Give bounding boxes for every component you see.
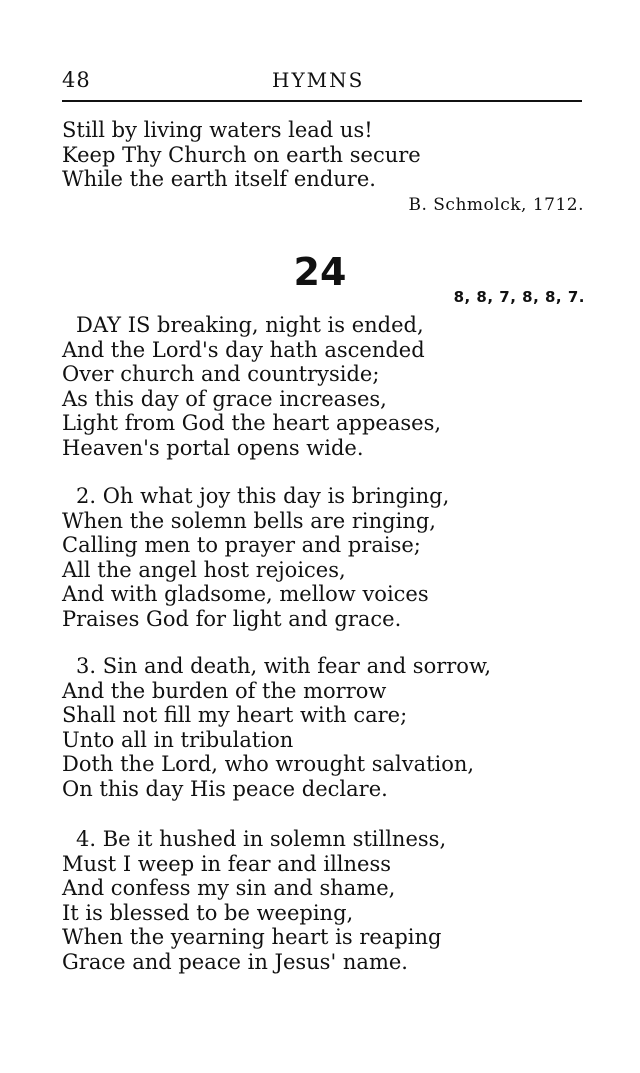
hymn-meter: 8, 8, 7, 8, 8, 7. [453,288,585,306]
verse-line: Over church and countryside; [62,362,380,386]
verse-line: DAY IS breaking, night is ended, [76,313,424,337]
verse-line: Must I weep in fear and illness [62,851,392,876]
verse-line: Still by living waters lead us! [62,118,373,142]
hymn-number: 24 [293,250,347,294]
page-header [62,68,582,98]
verse-line: Calling men to prayer and praise; [62,533,421,557]
verse-line: Keep Thy Church on earth secure [62,142,421,167]
verse-line: And with gladsome, mellow voices [62,582,429,606]
verse-line: Doth the Lord, who wrought salvation, [62,752,475,776]
verse-line: As this day of grace increases, [62,386,387,411]
verse-line: And the Lord's day hath ascended [62,337,425,362]
stanza-2 [62,484,449,631]
verse-line: Unto all in tribulation [62,727,294,752]
verse-line: 4. Be it hushed in solemn stillness, [76,827,447,851]
running-head: HYMNS [272,68,365,92]
verse-line: Light from God the heart appeases, [62,411,442,435]
verse-line: And confess my sin and shame, [62,876,396,900]
verse-line: 3. Sin and death, with fear and sorrow, [76,654,492,678]
stanza-3 [62,654,491,801]
page-number: 48 [62,68,91,92]
previous-hymn-ending [62,118,421,192]
verse-line: Shall not fill my heart with care; [62,703,408,727]
verse-line: While the earth itself endure. [62,167,376,191]
header-rule [62,100,582,102]
verse-line: 2. Oh what joy this day is bringing, [76,484,450,508]
verse-line: All the angel host rejoices, [62,557,346,582]
verse-line: On this day His peace declare. [62,776,388,801]
verse-line: When the solemn bells are ringing, [62,508,436,533]
verse-line: Grace and peace in Jesus' name. [62,949,408,974]
verse-line: Heaven's portal opens wide. [62,435,364,460]
stanza-4 [62,827,446,974]
author-attribution: B. Schmolck, 1712. [408,195,584,215]
stanza-1 [62,313,441,460]
verse-line: When the yearning heart is reaping [62,925,442,949]
verse-line: Praises God for light and grace. [62,606,402,631]
verse-line: And the burden of the morrow [62,678,387,703]
verse-line: It is blessed to be weeping, [62,900,354,925]
